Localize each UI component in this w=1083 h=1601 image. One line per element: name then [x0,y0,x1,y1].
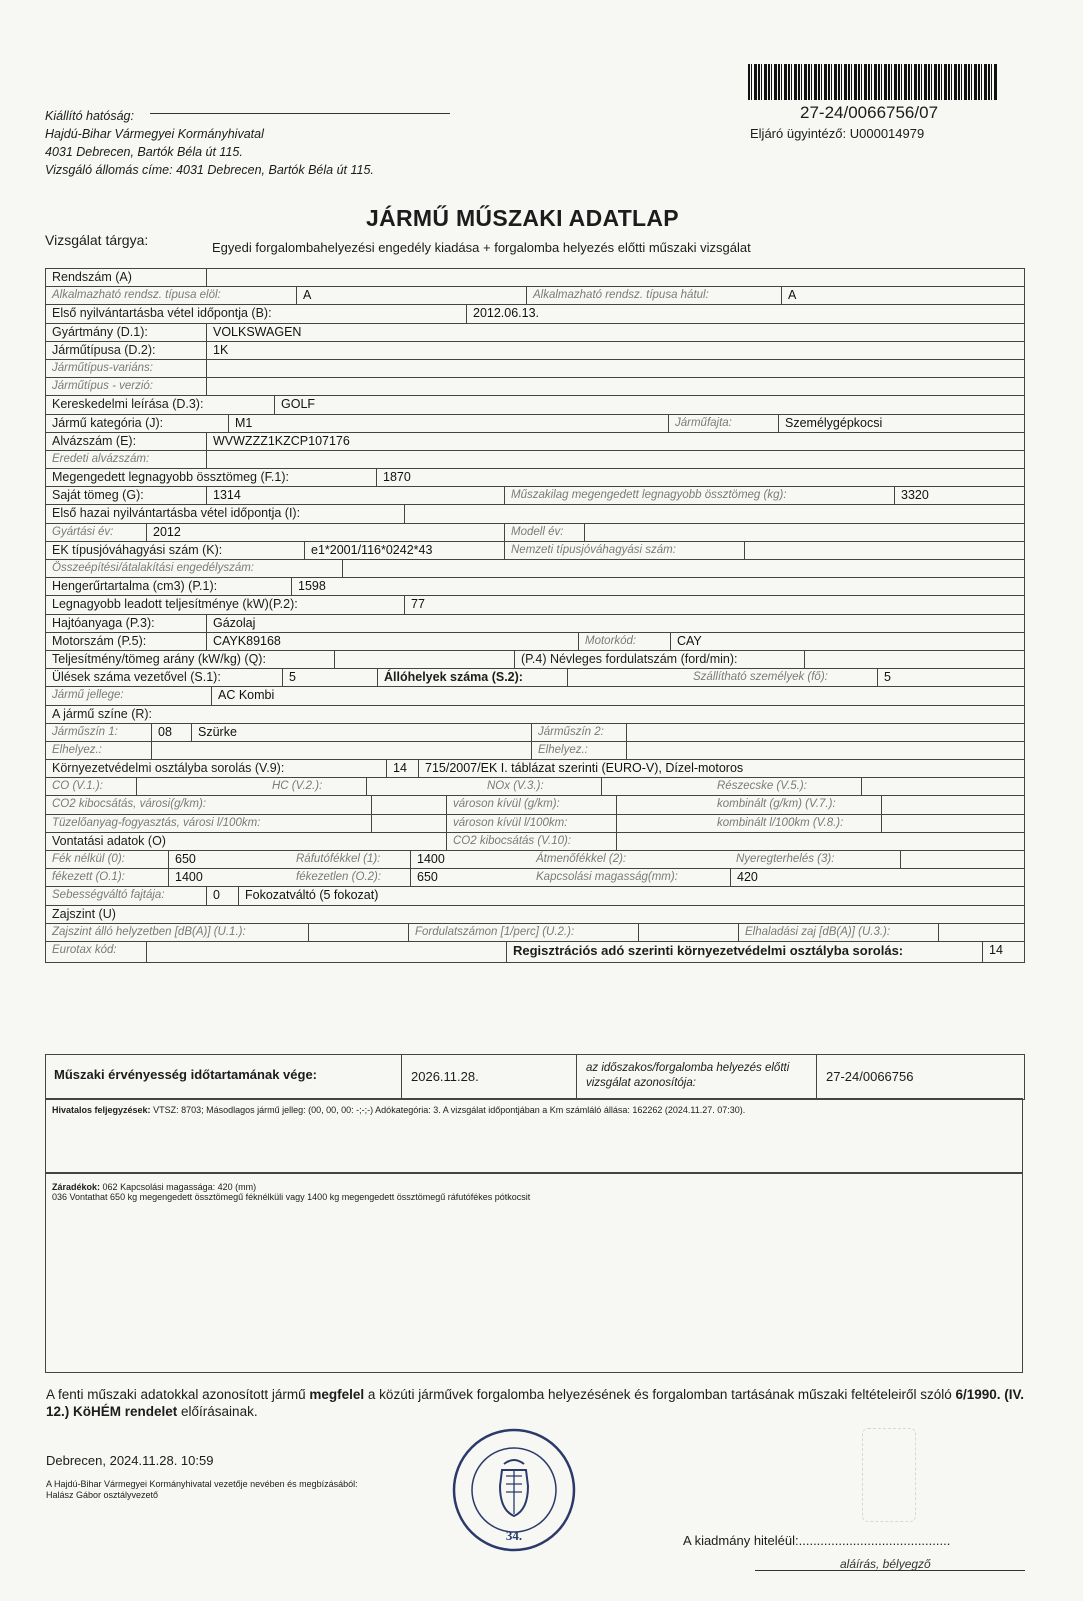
field-value [206,378,1024,395]
faint-stamp [862,1428,916,1522]
form-row [46,469,1024,487]
form-row [46,451,1024,469]
field-value: A [781,287,1024,304]
form-row [46,487,1024,505]
barcode [748,64,998,100]
document-title: JÁRMŰ MŰSZAKI ADATLAP [366,205,679,231]
field-value: Személygépkocsi [778,415,1024,432]
field-label: Jármű jellege: [52,689,124,702]
field-value [616,833,1024,850]
field-value [616,815,711,832]
field-label: Alkalmazható rendsz. típusa hátul: [526,287,781,304]
form-row [46,633,1024,651]
field-value [584,524,1024,541]
signature-label: aláírás, bélyegző [840,1557,931,1571]
field-value: 420 [730,869,1024,886]
field-label: Összeépítési/átalakítási engedélyszám: [52,562,254,574]
field-value: e1*2001/116*0242*43 [304,542,504,559]
field-label: Modell év: [504,524,584,541]
form-row [46,742,1024,760]
section-label: Vontatási adatok (O) [52,833,166,848]
field-label: Gyártási év: [52,525,114,538]
field-value [626,724,1024,741]
issuer-underline [150,113,450,114]
field-value [371,796,446,813]
form-row [46,906,1024,924]
field-value: 715/2007/EK I. táblázat szerinti (EURO-V), Dízel-motoros [418,760,1024,777]
field-value: 2012.06.13. [466,305,1024,322]
field-label: Kapcsolási magasság(mm): [536,871,678,884]
field-label: Motorkód: [578,633,670,650]
field-value: 2012 [146,524,504,541]
field-label: Zajszint álló helyzetben [dB(A)] (U.1.): [52,925,246,938]
inspection-id-label: az időszakos/forgalomba helyezés előtti vizsgálat azonosítója: [586,1062,790,1089]
station-address: Vizsgáló állomás címe: 4031 Debrecen, Bartók Béla út 115. [45,163,374,177]
field-value [601,778,711,795]
field-value: 1314 [206,487,504,504]
field-label: Környezetvédelmi osztályba sorolás (V.9): [52,761,285,776]
field-label: Teljesítmény/tömeg arány (kW/kg) (Q): [52,651,266,666]
field-label: Fordulatszámon [1/perc] (U.2.): [408,924,638,941]
procedure-officer [750,126,924,141]
field-label: Tüzelőanyag-fogyasztás, városi l/100km: [52,816,261,829]
field-label: HC (V.2.): [272,780,323,793]
field-value: 77 [404,596,1024,613]
field-label: Ülések száma vezetővel (S.1): [52,670,221,685]
field-label: Járműtípus-variáns: [52,361,153,374]
field-value: CAYK89168 [206,633,578,650]
field-label: Kereskedelmi leírása (D.3): [52,397,204,412]
validity-box [45,1054,1025,1100]
procedure-label: Eljáró ügyintéző: [750,126,847,141]
seal-number: 34. [505,1528,523,1543]
signer-line: A Hajdú-Bihar Vármegyei Kormányhivatal vezetője nevében és megbízásából: [46,1479,358,1489]
field-value [638,924,738,941]
field-value [334,651,514,668]
field-value [881,796,1024,813]
form-row [46,542,1024,560]
clause-line: 036 Vontathat 650 kg megengedett össztömegű féknélküli vagy 1400 kg megengedett össztömegű ráfutófékes pótkocsit [52,1192,531,1202]
procedure-value: U000014979 [849,126,925,141]
field-label: Elhelyez.: [531,742,626,759]
field-label: NOx (V.3.): [487,780,544,793]
field-value: Gázolaj [206,615,1024,632]
field-label: Szállítható személyek (fő): [693,671,828,684]
form-row [46,687,1024,705]
form-row [46,724,1024,742]
form-row [46,615,1024,633]
field-value: GOLF [274,396,1024,413]
field-value: Fokozatváltó (5 fokozat) [238,887,1024,904]
subject-label: Vizsgálat tárgya: [45,232,149,248]
field-label: városon kívül (g/km): [446,796,616,813]
subject-value: Egyedi forgalombahelyezési engedély kiadása + forgalomba helyezés előtti műszaki vizsgálat [212,240,751,255]
field-label: Nyeregterhelés (3): [736,853,835,865]
field-value [308,924,408,941]
field-label: Járműszín 2: [531,724,626,741]
field-label: Eurotax kód: [52,943,117,956]
form-row [46,596,1024,614]
clauses-label: Záradékok: [52,1182,101,1192]
field-value: 650 [168,851,290,868]
field-label: Hengerűrtartalma (cm3) (P.1): [52,579,218,594]
issuer-address: 4031 Debrecen, Bartók Béla út 115. [45,145,243,159]
field-label: Eredeti alvázszám: [52,452,150,465]
field-label: Hajtóanyaga (P.3): [52,615,155,630]
inspection-id-value: 27-24/0066756 [826,1069,914,1084]
field-value: 0 [206,887,238,904]
form-row [46,269,1024,287]
field-value: CAY [670,633,1024,650]
field-label: Jármű kategória (J): [52,415,164,430]
issuer-label: Kiállító hatóság: [45,109,134,123]
divider [816,1055,817,1099]
form-row [46,578,1024,596]
field-value: 14 [386,760,418,777]
form-row [46,433,1024,451]
field-value: Szürke [191,724,531,741]
field-value: 1870 [376,469,1024,486]
form-row [46,651,1024,669]
field-value [206,360,1024,377]
signer-block [46,1479,358,1501]
place-date: Debrecen, 2024.11.28. 10:59 [46,1453,214,1468]
field-label: Ráfutófékkel (1): [296,853,381,865]
form-row [46,760,1024,778]
statement-text: a közúti járművek forgalomba helyezésének és forgalomban tartásának műszaki feltételeiről szóló [364,1387,956,1402]
field-label: kombinált (g/km) (V.7.): [717,798,836,811]
field-value [881,815,1024,832]
field-label: (P.4) Névleges fordulatszám (ford/min): [514,651,804,668]
field-label: kombinált l/100km (V.8.): [717,816,844,829]
field-label: CO (V.1.): [52,780,103,793]
field-value: M1 [228,415,668,432]
field-value: 14 [982,942,1024,962]
form-row [46,815,1024,833]
statement-text: A fenti műszaki adatokkal azonosított jármű [46,1387,310,1402]
statement-emphasis: megfelel [309,1387,365,1402]
field-value: WVWZZZ1KZCP107176 [206,433,1024,450]
form-row [46,342,1024,360]
field-value [136,778,266,795]
form-row [46,324,1024,342]
field-value: 650 [410,869,530,886]
issuer-block [45,107,374,179]
field-value: 5 [282,669,377,686]
form-row [46,833,1024,851]
field-label: Legnagyobb leadott teljesítménye (kW)(P.2): [52,597,298,612]
form-row [46,524,1024,542]
field-label: Járműszín 1: [52,725,118,738]
field-value: 1598 [291,578,1024,595]
validity-value: 2026.11.28. [411,1069,479,1084]
section-label: Zajszint (U) [52,906,116,921]
field-label: Elhelyez.: [52,743,102,756]
field-value [616,796,711,813]
field-value [938,924,1024,941]
field-value [804,651,1024,668]
divider [401,1055,402,1099]
statement-text: előírásainak. [177,1404,258,1419]
field-value [861,778,1024,795]
field-value [146,942,506,962]
field-label: Fék nélkül (0): [52,853,125,865]
official-seal-stamp [450,1426,578,1554]
field-label: Járműtípus - verzió: [52,380,153,393]
field-value [744,542,1024,559]
remarks-label: Hivatalos feljegyzések: [52,1105,151,1115]
issuer-name: Hajdú-Bihar Vármegyei Kormányhivatal [45,127,264,141]
field-value [151,742,531,759]
form-row [46,360,1024,378]
field-label: CO2 kibocsátás, városi(g/km): [52,798,207,811]
field-label: Első hazai nyilvántartásba vétel időpontja (I): [52,506,301,521]
section-label: A jármű színe (R): [52,706,153,721]
field-label: fékezetlen (O.2): [296,871,382,884]
signer-line: Halász Gábor osztályvezető [46,1490,159,1500]
field-value [404,505,1024,522]
field-value: A [296,287,526,304]
statement-emphasis: 6/1990. (IV. 12.) KöHÉM rendelet [46,1387,1025,1419]
field-label: Saját tömeg (G): [52,488,144,503]
field-value [626,742,1024,759]
field-value [567,669,687,686]
form-row [46,851,1024,869]
authentication-label: A kiadmány hiteléül:.......................................... [683,1533,951,1548]
form-row [46,887,1024,905]
form-row [46,287,1024,305]
field-label: Motorszám (P.5): [52,633,147,648]
form-row [46,505,1024,523]
divider [576,1055,577,1099]
form-row [46,924,1024,942]
form-row [46,869,1024,887]
remarks-text: VTSZ: 8703; Másodlagos jármű jelleg: (00, 00, 00: -;-;-) Adókategória: 3. A vizsgálat időpontjában a Km számláló állása: 162262 (2024.11.27. 07:30). [153,1105,746,1115]
form-row [46,942,1024,963]
field-label: Járműtípusa (D.2): [52,342,156,357]
field-label: CO2 kibocsátás (V.10): [446,833,616,850]
field-label: Sebességváltó fajtája: [52,889,165,902]
form-row [46,669,1024,687]
official-remarks [45,1098,1023,1173]
field-value: 5 [877,669,1024,686]
form-row [46,778,1024,796]
field-value [206,451,1024,468]
form-row [46,415,1024,433]
vehicle-data-form [45,268,1025,963]
field-label: fékezett (O.1): [52,871,125,884]
field-value: 3320 [894,487,1024,504]
field-value [342,560,1024,577]
field-label: Megengedett legnagyobb össztömeg (F.1): [52,470,289,485]
field-label: Első nyilvántartásba vétel időpontja (B): [52,306,272,321]
form-row [46,378,1024,396]
clause-line: 062 Kapcsolási magassága: 420 (mm) [102,1182,257,1192]
validity-label: Műszaki érvényesség időtartamának vége: [54,1067,318,1082]
field-value: 1400 [410,851,530,868]
field-label: Rendszám (A) [52,270,132,284]
field-label: Nemzeti típusjóváhagyási szám: [504,542,744,559]
field-label: Átmenőfékkel (2): [536,853,627,865]
field-label: Elhaladási zaj [dB(A)] (U.3.): [738,924,938,941]
form-row [46,560,1024,578]
field-label: Alvázszám (E): [52,433,137,448]
compliance-statement [46,1386,1026,1420]
form-row [46,396,1024,414]
field-label: városon kívül l/100km: [446,815,616,832]
form-row [46,796,1024,814]
field-label: Gyártmány (D.1): [52,324,148,339]
field-value [900,851,1024,868]
field-label: Műszakilag megengedett legnagyobb össztömeg (kg): [504,487,894,504]
document-number: 27-24/0066756/07 [800,103,939,122]
field-value: 08 [151,724,191,741]
field-label: Alkalmazható rendsz. típusa elöl: [52,289,221,302]
field-value [206,269,1024,286]
field-value [366,778,481,795]
field-value [371,815,446,832]
field-label: Állóhelyek száma (S.2): [377,669,567,686]
field-label: Regisztrációs adó szerinti környezetvédelmi osztályba sorolás: [506,942,982,962]
field-value: AC Kombi [211,687,1024,704]
form-row [46,305,1024,323]
field-label: Járműfajta: [668,415,778,432]
clauses-box [45,1173,1023,1373]
field-value: 1K [206,342,1024,359]
field-value: VOLKSWAGEN [206,324,1024,341]
field-label: Részecske (V.5.): [717,780,807,793]
field-label: EK típusjóváhagyási szám (K): [52,542,223,557]
field-value: 1400 [168,869,290,886]
form-row [46,706,1024,724]
